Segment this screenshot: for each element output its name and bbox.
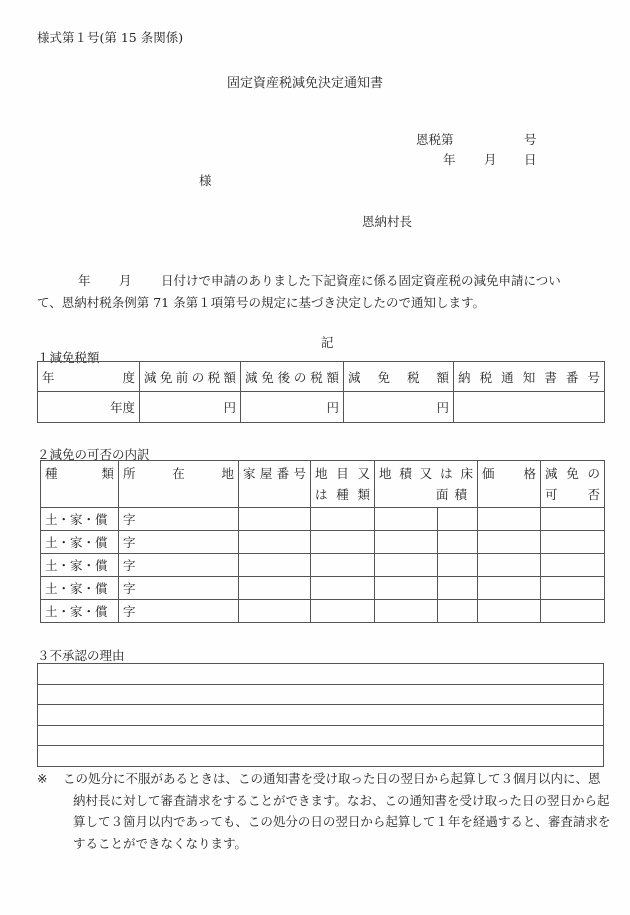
table-row [41,531,605,554]
header-area-line2: 面積 [436,487,474,502]
header-type-label: 種 類 [45,466,114,481]
type-cell[interactable]: 土・家・償 [41,600,119,623]
table-row [38,392,605,423]
area-sub-cell[interactable] [438,554,478,577]
header-land-category-line2: は種類 [315,487,370,502]
table-row [41,600,605,623]
approval-cell[interactable] [541,531,605,554]
reason-line [38,705,604,726]
area-cell[interactable] [375,577,438,600]
header-notice-number: 納税通知書番号 [454,362,605,392]
location-cell[interactable]: 字 [119,508,239,531]
reduction-breakdown-table [40,460,605,623]
ki-marker: 記 [321,335,334,350]
header-approval [541,461,605,508]
date-year: 年 [443,152,456,167]
area-sub-cell[interactable] [438,577,478,600]
body-line1: 日付けで申請のありました下記資産に係る固定資産税の減免申請につい [161,273,561,288]
approval-cell[interactable] [541,508,605,531]
header-reduction-amount: 減 免 税 額 [344,362,454,392]
land-category-cell[interactable] [311,554,375,577]
header-approval-line1: 減免の [545,466,601,481]
approval-cell[interactable] [541,577,605,600]
type-cell[interactable]: 土・家・償 [41,531,119,554]
reason-line [38,684,604,705]
header-land-category [311,461,375,508]
appeal-notice-text: この処分に不服があるときは、この通知書を受け取った日の翌日から起算して３個月以内に、恩納村長に対して審査請求をすることができます。なお、この通知書を受け取った日の翌日から起算して３箇月以内であっても、この処分の日の翌日から起算して１年を経過すると、審査請求をすることができなくなります。 [63,771,611,851]
reason-line-cell[interactable] [38,705,604,726]
fiscal-year-cell[interactable]: 年度 [38,392,140,423]
tax-reduction-table [37,361,605,423]
header-after-tax: 減免後の税額 [241,362,344,392]
table-row [41,508,605,531]
location-cell[interactable]: 字 [119,554,239,577]
house-number-cell[interactable] [239,508,311,531]
table-row [41,577,605,600]
body-line2-a: て、恩納村税条例第 71 条第１項第 [37,295,236,310]
reason-line-cell[interactable] [38,746,604,767]
rejection-reason-lines [37,663,604,767]
section2-heading: ２減免の可否の内訳 [37,447,150,462]
land-category-cell[interactable] [311,577,375,600]
date-day: 日 [524,152,537,167]
reason-line-cell[interactable] [38,684,604,705]
table-header-row [41,461,605,508]
header-before-tax: 減免前の税額 [140,362,241,392]
type-cell[interactable]: 土・家・償 [41,508,119,531]
house-number-cell[interactable] [239,531,311,554]
before-tax-cell[interactable]: 円 [140,392,241,423]
header-approval-line2: 可 否 [545,487,601,502]
area-sub-cell[interactable] [438,600,478,623]
area-cell[interactable] [375,508,438,531]
body-year: 年 [78,273,91,288]
area-cell[interactable] [375,600,438,623]
section1-heading: １減免税額 [37,350,100,365]
doc-number-suffix: 号 [524,132,537,147]
area-sub-cell[interactable] [438,531,478,554]
header-price [478,461,541,508]
price-cell[interactable] [478,577,541,600]
price-cell[interactable] [478,531,541,554]
reason-line-cell[interactable] [38,725,604,746]
form-number: 様式第１号(第 15 条関係) [37,30,184,45]
table-header-row [38,362,605,392]
area-cell[interactable] [375,531,438,554]
table-row [41,554,605,577]
notice-number-cell[interactable] [454,392,605,423]
type-cell[interactable]: 土・家・償 [41,554,119,577]
header-area-line1: 地積又は床 [379,466,474,481]
price-cell[interactable] [478,554,541,577]
reason-line-cell[interactable] [38,664,604,685]
header-type [41,461,119,508]
land-category-cell[interactable] [311,531,375,554]
header-price-label: 価 格 [482,466,537,481]
area-sub-cell[interactable] [438,508,478,531]
area-cell[interactable] [375,554,438,577]
document-title: 固定資産税減免決定通知書 [227,76,384,91]
location-cell[interactable]: 字 [119,577,239,600]
header-location [119,461,239,508]
reason-line [38,746,604,767]
approval-cell[interactable] [541,600,605,623]
land-category-cell[interactable] [311,508,375,531]
date-month: 月 [484,152,497,167]
type-cell[interactable]: 土・家・償 [41,577,119,600]
section3-heading: ３不承認の理由 [37,648,125,663]
reason-line [38,664,604,685]
header-fiscal-year: 年 度 [38,362,140,392]
header-area [375,461,478,508]
header-location-label: 所 在 地 [123,466,234,481]
header-house-number-label: 家屋番号 [243,466,306,481]
location-cell[interactable]: 字 [119,531,239,554]
issuer: 恩納村長 [362,214,413,229]
house-number-cell[interactable] [239,554,311,577]
location-cell[interactable]: 字 [119,600,239,623]
price-cell[interactable] [478,508,541,531]
land-category-cell[interactable] [311,600,375,623]
header-house-number [239,461,311,508]
appeal-notice [37,768,612,854]
body-line2-b: 号の規定に基づき決定したので通知します。 [236,295,486,310]
approval-cell[interactable] [541,554,605,577]
house-number-cell[interactable] [239,600,311,623]
body-month: 月 [119,273,132,288]
price-cell[interactable] [478,600,541,623]
house-number-cell[interactable] [239,577,311,600]
after-tax-cell[interactable]: 円 [241,392,344,423]
note-mark: ※ [37,771,48,786]
reason-line [38,725,604,746]
reduction-amount-cell[interactable]: 円 [344,392,454,423]
header-land-category-line1: 地目又 [315,466,370,481]
recipient-suffix: 様 [199,173,212,188]
doc-number-prefix: 恩税第 [416,132,454,147]
